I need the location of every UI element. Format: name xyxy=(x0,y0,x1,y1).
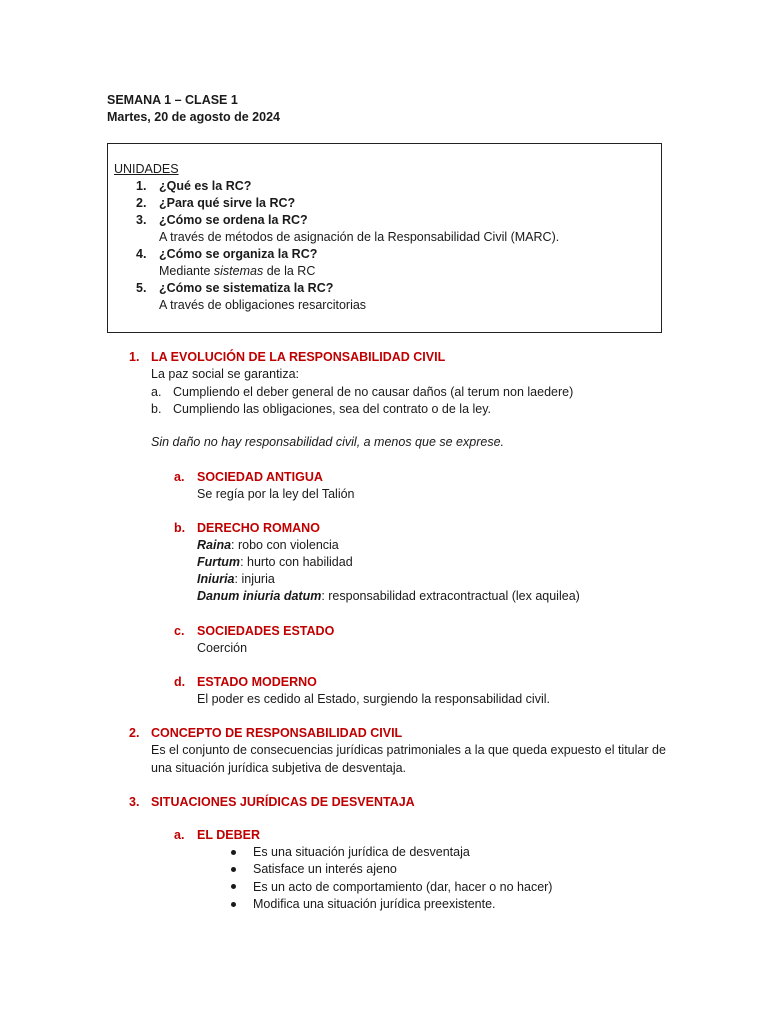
unit-item: ¿Cómo se organiza la RC? xyxy=(159,247,318,261)
list-letter: b. xyxy=(151,402,162,416)
term: Iniuria xyxy=(197,572,235,586)
definition: : robo con violencia xyxy=(231,538,339,552)
subsection-title: SOCIEDADES ESTADO xyxy=(197,624,335,638)
subsection-letter: a. xyxy=(174,470,185,484)
bullet-icon xyxy=(231,902,236,907)
bullet-item: Modifica una situación jurídica preexistente. xyxy=(253,897,496,911)
unit-number: 4. xyxy=(136,247,147,261)
subsection-title: SOCIEDAD ANTIGUA xyxy=(197,470,323,484)
subsection-title: DERECHO ROMANO xyxy=(197,521,320,535)
unit-number: 1. xyxy=(136,179,147,193)
unit-item: ¿Cómo se sistematiza la RC? xyxy=(159,281,334,295)
definition: : injuria xyxy=(234,572,275,586)
term: Danum iniuria datum xyxy=(197,589,322,603)
section-number: 3. xyxy=(129,795,140,809)
term-definition xyxy=(197,537,339,554)
unit-number: 5. xyxy=(136,281,147,295)
subsection-title: ESTADO MODERNO xyxy=(197,675,317,689)
unit-description: A través de métodos de asignación de la Responsabilidad Civil (MARC). xyxy=(159,230,560,244)
bullet-icon xyxy=(231,884,236,889)
section-number: 1. xyxy=(129,350,140,364)
subsection-text: Se regía por la ley del Talión xyxy=(197,487,355,501)
subsection-letter: a. xyxy=(174,828,185,842)
section-text: una situación jurídica subjetiva de desventaja. xyxy=(151,761,407,775)
bullet-icon xyxy=(231,850,236,855)
list-item: Cumpliendo las obligaciones, sea del contrato o de la ley. xyxy=(173,402,492,416)
subsection-text: Coerción xyxy=(197,641,248,655)
unit-item: ¿Cómo se ordena la RC? xyxy=(159,213,308,227)
term-definition xyxy=(197,554,353,571)
bullet-icon xyxy=(231,867,236,872)
section-note: Sin daño no hay responsabilidad civil, a menos que se exprese. xyxy=(151,435,504,449)
subsection-letter: c. xyxy=(174,624,185,638)
unit-desc-emphasis: sistemas xyxy=(213,264,264,278)
section-number: 2. xyxy=(129,726,140,740)
section-intro: La paz social se garantiza: xyxy=(151,367,300,381)
list-item: Cumpliendo el deber general de no causar daños (al terum non laedere) xyxy=(173,385,574,399)
term: Furtum xyxy=(197,555,241,569)
definition: : responsabilidad extracontractual (lex aquilea) xyxy=(321,589,580,603)
unit-desc-text: Mediante xyxy=(159,264,214,278)
subsection-text: El poder es cedido al Estado, surgiendo la responsabilidad civil. xyxy=(197,692,550,706)
subsection-title: EL DEBER xyxy=(197,828,260,842)
section-text: Es el conjunto de consecuencias jurídicas patrimoniales a la que queda expuesto el titular de xyxy=(151,743,666,757)
unit-desc-text: de la RC xyxy=(263,264,316,278)
bullet-item: Es un acto de comportamiento (dar, hacer o no hacer) xyxy=(253,880,553,894)
unit-description xyxy=(159,263,315,280)
unit-number: 2. xyxy=(136,196,147,210)
term: Raina xyxy=(197,538,232,552)
unit-number: 3. xyxy=(136,213,147,227)
unit-item: ¿Qué es la RC? xyxy=(159,179,252,193)
section-title: SITUACIONES JURÍDICAS DE DESVENTAJA xyxy=(151,795,415,809)
bullet-item: Es una situación jurídica de desventaja xyxy=(253,845,470,859)
unit-item: ¿Para qué sirve la RC? xyxy=(159,196,296,210)
page-date: Martes, 20 de agosto de 2024 xyxy=(107,110,280,124)
definition: : hurto con habilidad xyxy=(240,555,353,569)
subsection-letter: b. xyxy=(174,521,186,535)
term-definition xyxy=(197,588,580,605)
subsection-letter: d. xyxy=(174,675,186,689)
list-letter: a. xyxy=(151,385,162,399)
bullet-item: Satisface un interés ajeno xyxy=(253,862,397,876)
section-title: LA EVOLUCIÓN DE LA RESPONSABILIDAD CIVIL xyxy=(151,350,446,364)
term-definition xyxy=(197,571,275,588)
units-heading: UNIDADES xyxy=(114,162,179,176)
unit-description: A través de obligaciones resarcitorias xyxy=(159,298,367,312)
page-title: SEMANA 1 – CLASE 1 xyxy=(107,93,238,107)
section-title: CONCEPTO DE RESPONSABILIDAD CIVIL xyxy=(151,726,403,740)
